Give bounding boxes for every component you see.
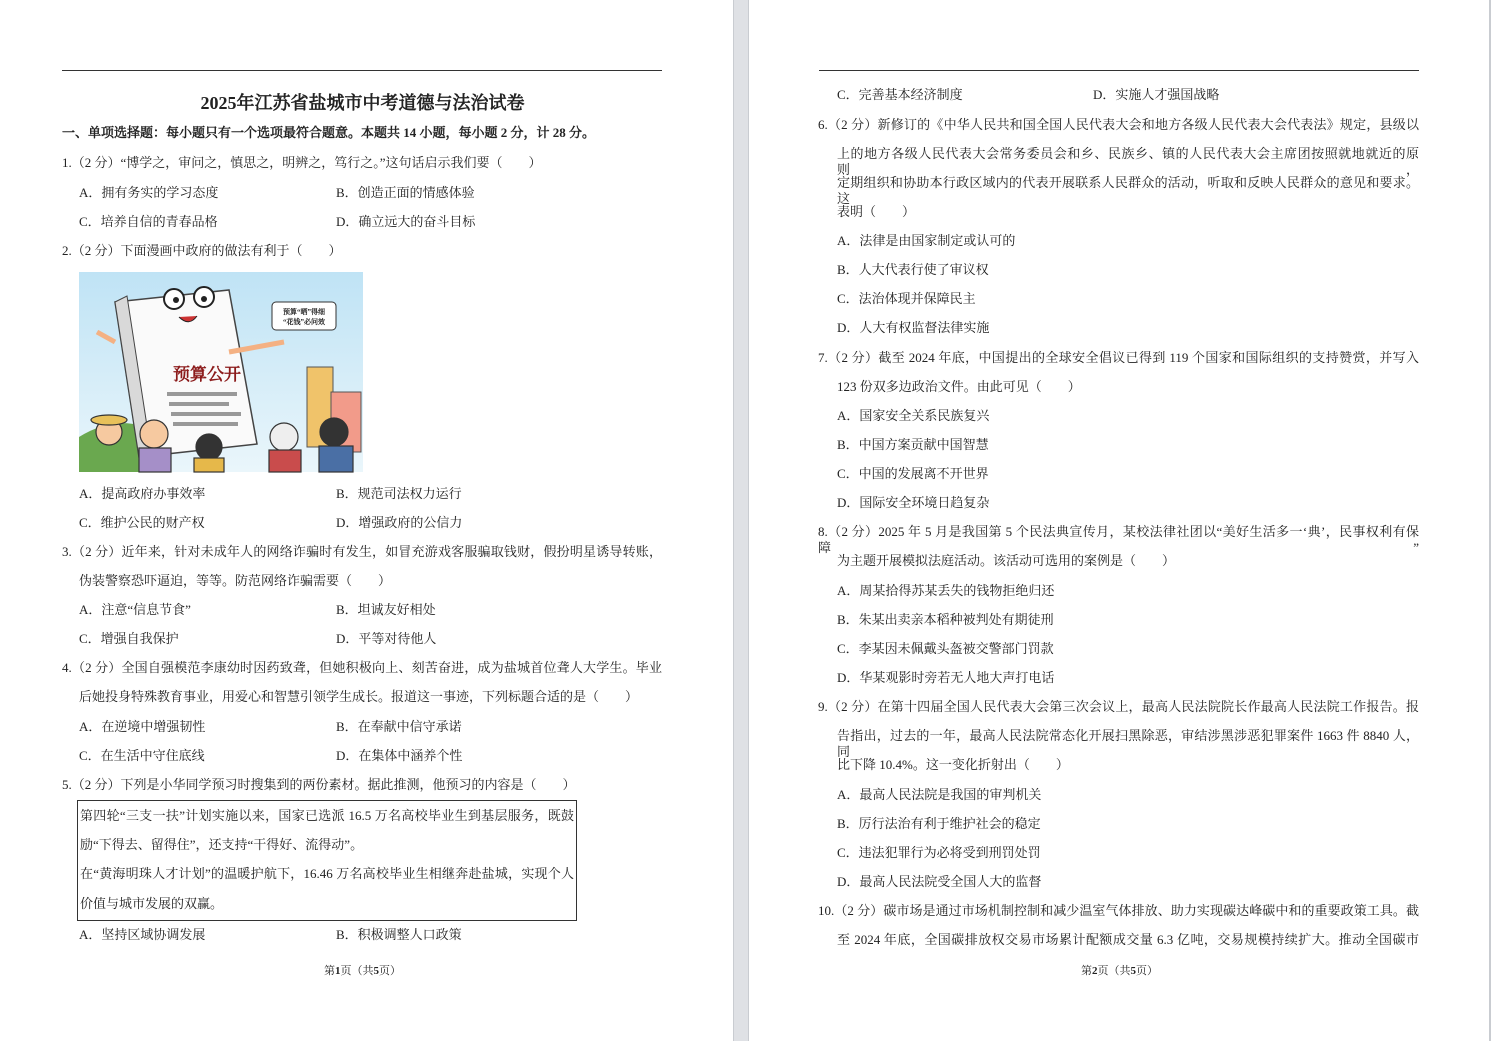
q9-option-d: D．最高人民法院受全国人大的监督 [837, 874, 1042, 889]
q7-option-c: C．中国的发展离不开世界 [837, 466, 989, 481]
q2-option-a: A．提高政府办事效率 [79, 486, 206, 501]
footer-page-number: 1 [335, 965, 341, 977]
q8-option-c: C．李某因未佩戴头盔被交警部门罚款 [837, 641, 1054, 656]
question-10-stem: 至 2024 年底，全国碳排放权交易市场累计配额成交量 6.3 亿吨，交易规模持续扩大。推动全国碳市 [837, 932, 1419, 947]
question-9-stem: 比下降 10.4%。这一变化折射出（ ） [837, 757, 1069, 772]
page-footer [749, 963, 1490, 979]
footer-text: 页（共 [1097, 965, 1131, 977]
question-8-stem: 为主题开展模拟法庭活动。该活动可选用的案例是（ ） [837, 553, 1176, 568]
footer-total-pages: 5 [373, 965, 379, 977]
q7-option-d: D．国际安全环境日趋复杂 [837, 495, 990, 510]
q1-option-b: B．创造正面的情感体验 [336, 185, 475, 200]
material-line: 励“下得去、留得住”，还支持“干得好、流得动”。 [80, 837, 364, 852]
question-6-stem: 6.（2 分）新修订的《中华人民共和国全国人民代表大会和地方各级人民代表大会代表法》规定，县级以 [818, 117, 1419, 132]
question-10-stem: 10.（2 分）碳市场是通过市场机制控制和减少温室气体排放、助力实现碳达峰碳中和的重要政策工具。截 [818, 903, 1419, 918]
q4-option-b: B．在奉献中信守承诺 [336, 719, 462, 734]
q4-option-d: D．在集体中涵养个性 [336, 748, 463, 763]
section-header: 一、单项选择题：每小题只有一个选项最符合题意。本题共 14 小题，每小题 2 分，计 28 分。 [62, 125, 596, 140]
page-gutter [733, 0, 749, 1041]
footer-text: 页） [379, 965, 401, 977]
q7-option-b: B．中国方案贡献中国智慧 [837, 437, 989, 452]
q2-option-c: C．维护公民的财产权 [79, 515, 205, 530]
q1-option-c: C．培养自信的青春品格 [79, 214, 218, 229]
q4-option-a: A．在逆境中增强韧性 [79, 719, 206, 734]
q3-option-a: A．注意“信息节食” [79, 602, 191, 617]
question-2-stem: 2.（2 分）下面漫画中政府的做法有利于（ ） [62, 243, 342, 258]
cartoon-main-text: 预算公开 [173, 365, 241, 384]
q5-option-a: A．坚持区域协调发展 [79, 927, 206, 942]
footer-total-pages: 5 [1130, 965, 1136, 977]
q6-option-b: B．人大代表行使了审议权 [837, 262, 989, 277]
q6-option-d: D．人大有权监督法律实施 [837, 320, 990, 335]
question-6-stem: 定期组织和协助本行政区域内的代表开展联系人民群众的活动，听取和反映人民群众的意见和要求。这 [837, 175, 1419, 206]
q3-option-b: B．坦诚友好相处 [336, 602, 436, 617]
q3-option-c: C．增强自我保护 [79, 631, 179, 646]
q9-option-b: B．厉行法治有利于维护社会的稳定 [837, 816, 1041, 831]
footer-text: 第 [324, 965, 335, 977]
question-3-stem-line1: 3.（2 分）近年来，针对未成年人的网络诈骗时有发生，如冒充游戏客服骗取钱财，假扮明星诱导转账， [62, 544, 662, 559]
speech-bubble-line1: 预算“晒”得细 [283, 308, 325, 316]
page-footer [0, 963, 725, 979]
q1-option-d: D．确立远大的奋斗目标 [336, 214, 476, 229]
q8-option-b: B．朱某出卖亲本稻种被判处有期徒刑 [837, 612, 1054, 627]
header-rule [62, 70, 662, 71]
q5-option-c: C．完善基本经济制度 [837, 87, 963, 102]
material-line: 第四轮“三支一扶”计划实施以来，国家已选派 16.5 万名高校毕业生到基层服务，既鼓 [80, 808, 574, 823]
question-9-stem: 告指出，过去的一年，最高人民法院常态化开展扫黑除恶，审结涉黑涉恶犯罪案件 1663 件 8840 人，同 [837, 728, 1419, 759]
header-rule [819, 70, 1419, 71]
budget-disclosure-cartoon [79, 272, 363, 472]
page-2 [749, 0, 1490, 1041]
footer-text: 第 [1081, 965, 1092, 977]
q6-option-a: A．法律是由国家制定或认可的 [837, 233, 1016, 248]
q3-option-d: D．平等对待他人 [336, 631, 437, 646]
exam-title: 2025年江苏省盐城市中考道德与法治试卷 [200, 93, 525, 113]
q1-option-a: A．拥有务实的学习态度 [79, 185, 219, 200]
material-line: 价值与城市发展的双赢。 [80, 896, 224, 911]
material-line: 在“黄海明珠人才计划”的温暖护航下，16.46 万名高校毕业生相继奔赴盐城，实现个人 [80, 866, 574, 881]
speech-bubble-line2: “花钱”必问效 [283, 318, 325, 326]
q4-option-c: C．在生活中守住底线 [79, 748, 205, 763]
question-6-stem: 表明（ ） [837, 204, 916, 219]
question-4-stem-line1: 4.（2 分）全国自强模范李康幼时因药致聋，但她积极向上、刻苦奋进，成为盐城首位聋人大学生。毕业 [62, 660, 662, 675]
question-8-stem: 8.（2 分）2025 年 5 月是我国第 5 个民法典宣传月，某校法律社团以“美好生活多一‘典’，民事权利有保障” [818, 524, 1419, 555]
question-5-stem: 5.（2 分）下列是小华同学预习时搜集到的两份素材。据此推测，他预习的内容是（ ） [62, 777, 576, 792]
q2-option-d: D．增强政府的公信力 [336, 515, 463, 530]
q5-option-d: D．实施人才强国战略 [1093, 87, 1220, 102]
q7-option-a: A．国家安全关系民族复兴 [837, 408, 990, 423]
q8-option-a: A．周某拾得苏某丢失的钱物拒绝归还 [837, 583, 1055, 598]
question-7-stem: 7.（2 分）截至 2024 年底，中国提出的全球安全倡议已得到 119 个国家和国际组织的支持赞赏，并写入 [818, 350, 1419, 365]
question-1-stem: 1.（2 分）“博学之，审问之，慎思之，明辨之，笃行之。”这句话启示我们要（ ） [62, 155, 542, 170]
footer-text: 页） [1136, 965, 1158, 977]
footer-page-number: 2 [1092, 965, 1098, 977]
q2-option-b: B．规范司法权力运行 [336, 486, 462, 501]
q5-option-b: B．积极调整人口政策 [336, 927, 462, 942]
q8-option-d: D．华某观影时旁若无人地大声打电话 [837, 670, 1055, 685]
question-4-stem-line2: 后她投身特殊教育事业，用爱心和智慧引领学生成长。报道这一事迹，下列标题合适的是（ ） [79, 689, 639, 704]
q9-option-c: C．违法犯罪行为必将受到刑罚处罚 [837, 845, 1041, 860]
question-7-stem: 123 份双多边政治文件。由此可见（ ） [837, 379, 1081, 394]
question-3-stem-line2: 伪装警察恐吓逼迫，等等。防范网络诈骗需要（ ） [79, 573, 392, 588]
q9-option-a: A．最高人民法院是我国的审判机关 [837, 787, 1042, 802]
question-6-stem: 上的地方各级人民代表大会常务委员会和乡、民族乡、镇的人民代表大会主席团按照就地就近的原则， [837, 146, 1419, 177]
question-9-stem: 9.（2 分）在第十四届全国人民代表大会第三次会议上，最高人民法院院长作最高人民法院工作报告。报 [818, 699, 1419, 714]
footer-text: 页（共 [340, 965, 374, 977]
q6-option-c: C．法治体现并保障民主 [837, 291, 976, 306]
page-1 [0, 0, 733, 1041]
